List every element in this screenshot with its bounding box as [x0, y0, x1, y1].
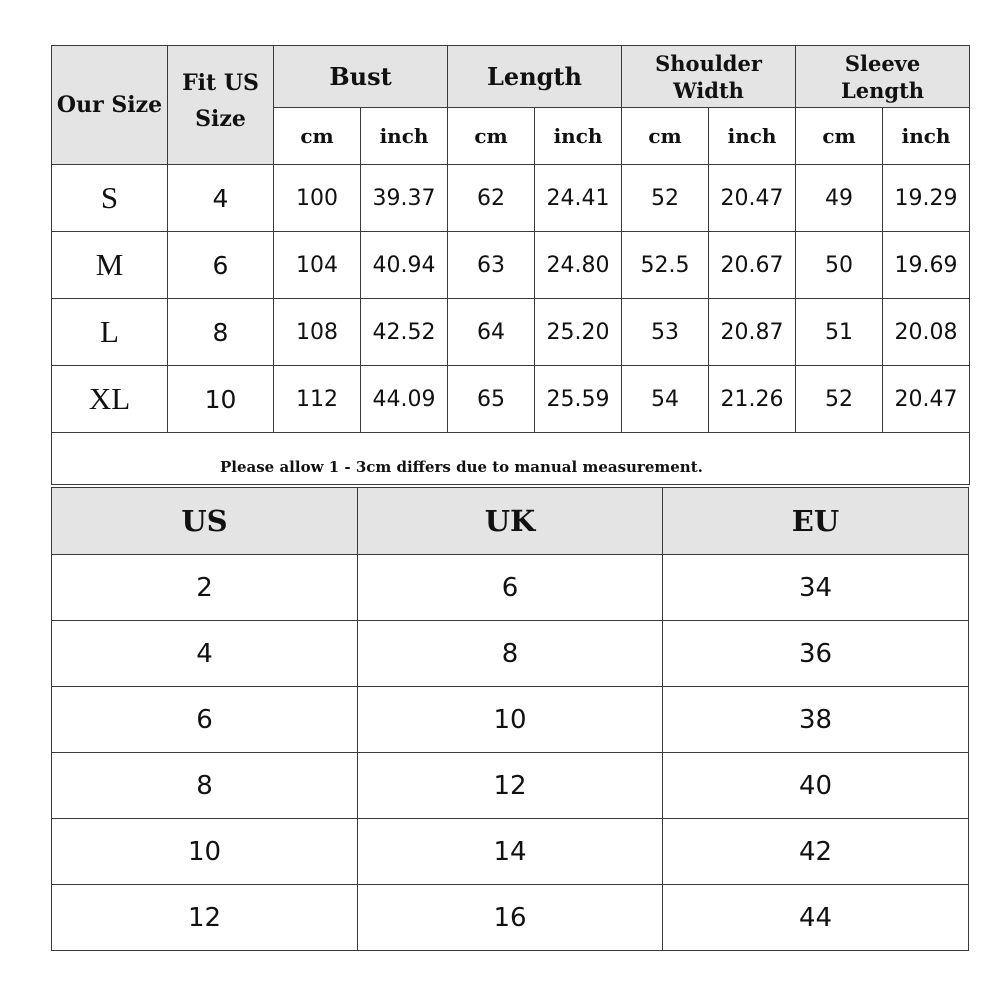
bust-inch: 42.52	[361, 299, 448, 366]
unit-inch: inch	[535, 108, 622, 165]
unit-inch: inch	[883, 108, 970, 165]
eu-value: 36	[663, 621, 969, 687]
size-label: L	[52, 299, 168, 366]
uk-value: 12	[358, 753, 663, 819]
sleeve-inch: 19.29	[883, 165, 970, 232]
shoulder-inch: 21.26	[709, 366, 796, 433]
us-value: 4	[52, 621, 358, 687]
eu-value: 40	[663, 753, 969, 819]
shoulder-cm: 52.5	[622, 232, 709, 299]
header-uk: UK	[358, 488, 663, 555]
us-value: 8	[52, 753, 358, 819]
header-length: Length	[448, 46, 622, 108]
us-size: 4	[168, 165, 274, 232]
length-cm: 62	[448, 165, 535, 232]
bust-cm: 104	[274, 232, 361, 299]
bust-cm: 112	[274, 366, 361, 433]
header-sleeve-length: Sleeve Length	[796, 46, 970, 108]
bust-cm: 108	[274, 299, 361, 366]
uk-value: 8	[358, 621, 663, 687]
shoulder-inch: 20.47	[709, 165, 796, 232]
length-cm: 65	[448, 366, 535, 433]
length-cm: 63	[448, 232, 535, 299]
table-row	[52, 299, 970, 366]
size-measurement-table	[51, 45, 970, 485]
size-conversion-table	[51, 487, 969, 951]
us-value: 10	[52, 819, 358, 885]
unit-cm: cm	[622, 108, 709, 165]
unit-cm: cm	[796, 108, 883, 165]
uk-value: 6	[358, 555, 663, 621]
header-our-size: Our Size	[52, 46, 168, 165]
us-value: 2	[52, 555, 358, 621]
header-us: US	[52, 488, 358, 555]
uk-value: 14	[358, 819, 663, 885]
sleeve-cm: 51	[796, 299, 883, 366]
uk-value: 16	[358, 885, 663, 951]
sleeve-cm: 50	[796, 232, 883, 299]
table-row	[52, 687, 969, 753]
table-row	[52, 555, 969, 621]
eu-value: 44	[663, 885, 969, 951]
bust-inch: 40.94	[361, 232, 448, 299]
unit-cm: cm	[448, 108, 535, 165]
shoulder-inch: 20.67	[709, 232, 796, 299]
length-inch: 25.59	[535, 366, 622, 433]
shoulder-cm: 53	[622, 299, 709, 366]
bust-inch: 44.09	[361, 366, 448, 433]
table-row	[52, 366, 970, 433]
table-row	[52, 165, 970, 232]
length-cm: 64	[448, 299, 535, 366]
size-label: XL	[52, 366, 168, 433]
eu-value: 34	[663, 555, 969, 621]
length-inch: 25.20	[535, 299, 622, 366]
bust-inch: 39.37	[361, 165, 448, 232]
table-row	[52, 819, 969, 885]
table-row	[52, 753, 969, 819]
uk-value: 10	[358, 687, 663, 753]
us-size: 8	[168, 299, 274, 366]
unit-cm: cm	[274, 108, 361, 165]
eu-value: 38	[663, 687, 969, 753]
sleeve-cm: 49	[796, 165, 883, 232]
size-label: S	[52, 165, 168, 232]
table-row	[52, 885, 969, 951]
sleeve-inch: 19.69	[883, 232, 970, 299]
bust-cm: 100	[274, 165, 361, 232]
table-row	[52, 621, 969, 687]
measurement-note: Please allow 1 - 3cm differs due to manual measurement.	[52, 433, 970, 485]
size-label: M	[52, 232, 168, 299]
us-size: 10	[168, 366, 274, 433]
unit-inch: inch	[361, 108, 448, 165]
header-bust: Bust	[274, 46, 448, 108]
sleeve-inch: 20.08	[883, 299, 970, 366]
us-value: 12	[52, 885, 358, 951]
length-inch: 24.80	[535, 232, 622, 299]
us-size: 6	[168, 232, 274, 299]
shoulder-cm: 52	[622, 165, 709, 232]
unit-inch: inch	[709, 108, 796, 165]
us-value: 6	[52, 687, 358, 753]
sleeve-cm: 52	[796, 366, 883, 433]
sleeve-inch: 20.47	[883, 366, 970, 433]
table-row	[52, 232, 970, 299]
eu-value: 42	[663, 819, 969, 885]
shoulder-inch: 20.87	[709, 299, 796, 366]
length-inch: 24.41	[535, 165, 622, 232]
header-fit-us-size: Fit US Size	[168, 46, 274, 165]
shoulder-cm: 54	[622, 366, 709, 433]
header-shoulder-width: Shoulder Width	[622, 46, 796, 108]
header-eu: EU	[663, 488, 969, 555]
